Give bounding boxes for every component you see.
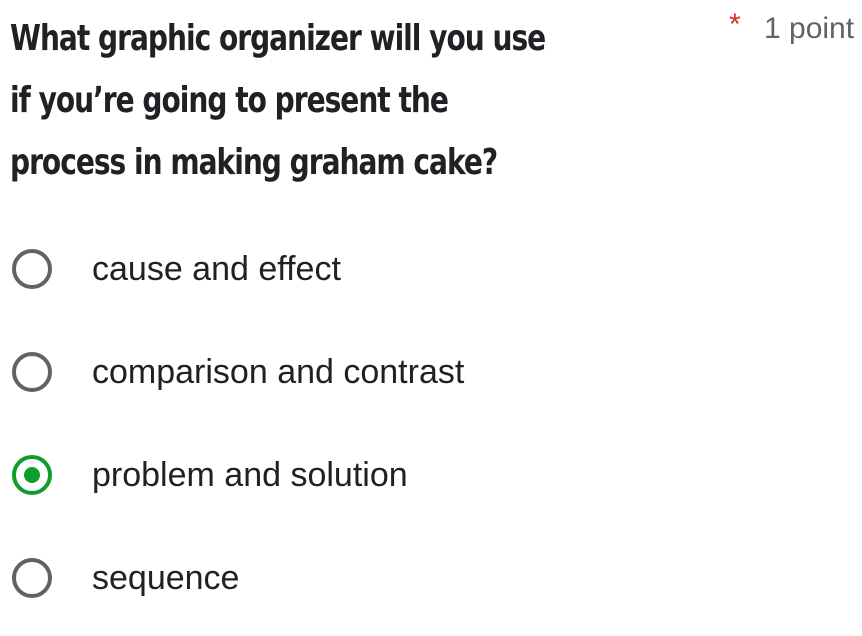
option-sequence[interactable]: [0, 533, 860, 636]
option-label: problem and solution: [92, 456, 408, 494]
option-problem-and-solution[interactable]: [0, 430, 860, 533]
answer-options: [0, 224, 862, 636]
radio-unselected-icon[interactable]: [12, 558, 52, 598]
option-label: sequence: [92, 559, 240, 597]
option-label: cause and effect: [92, 250, 341, 288]
option-cause-and-effect[interactable]: [0, 224, 860, 327]
radio-unselected-icon[interactable]: [12, 249, 52, 289]
option-label: comparison and contrast: [92, 353, 465, 391]
radio-unselected-icon[interactable]: [12, 352, 52, 392]
radio-selected-icon[interactable]: [12, 455, 52, 495]
radio-selected-dot-icon: [24, 467, 40, 483]
points-label: 1 point: [764, 12, 855, 45]
question-title: What graphic organizer will you use if you’re going to present the process in making graham cake?: [10, 18, 546, 183]
option-comparison-and-contrast[interactable]: [0, 327, 860, 430]
required-star: *: [729, 8, 741, 41]
